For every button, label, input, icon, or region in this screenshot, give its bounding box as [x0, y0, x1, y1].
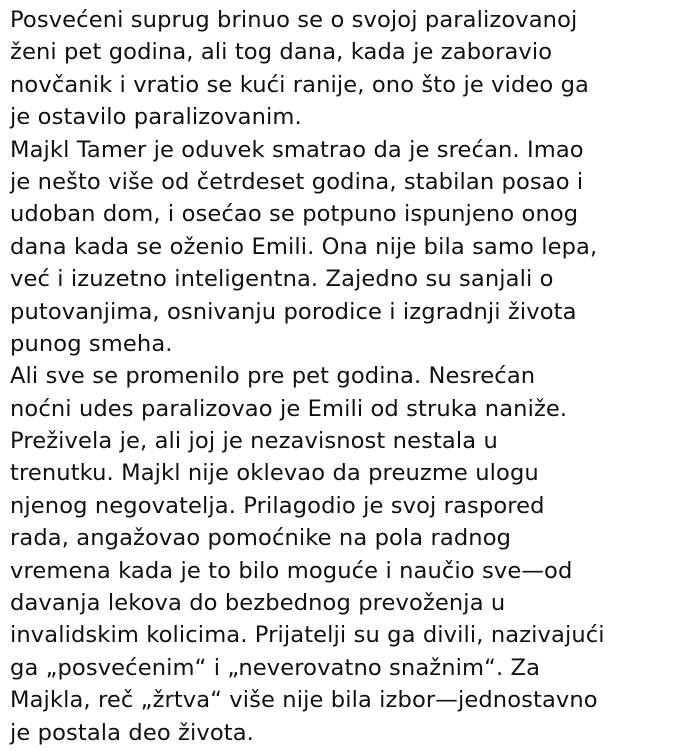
text-line: punog smeha. — [10, 330, 173, 357]
text-line: rada, angažovao pomoćnike na pola radnog — [10, 525, 512, 552]
text-line: putovanjima, osnivanju porodice i izgradnji života — [10, 298, 577, 325]
text-line: dana kada se oženio Emili. Ona nije bila samo lepa, — [10, 233, 598, 260]
post-text — [10, 4, 694, 749]
text-line: vremena kada je to bilo moguće i naučio sve—od — [10, 557, 573, 584]
text-line: njenog negovatelja. Prilagodio je svoj raspored — [10, 492, 545, 519]
text-line: invalidskim kolicima. Prijatelji su ga divili, nazivajući — [10, 622, 605, 649]
text-line: davanja lekova do bezbednog prevoženja u — [10, 590, 506, 617]
paragraph-1 — [10, 4, 694, 134]
paragraph-2 — [10, 134, 694, 361]
text-line: je postala deo života. — [10, 719, 254, 746]
text-line: je ostavilo paralizovanim. — [10, 104, 302, 131]
text-line: udoban dom, i osećao se potpuno ispunjeno onog — [10, 201, 579, 228]
text-line: ženi pet godina, ali tog dana, kada je zaboravio — [10, 39, 553, 66]
text-line: novčanik i vratio se kući ranije, ono što je video ga — [10, 71, 589, 98]
text-line: ga „posvećenim“ i „neverovatno snažnim“. Za — [10, 654, 541, 681]
text-line: je nešto više od četrdeset godina, stabilan posao i — [10, 168, 584, 195]
text-line: Posvećeni suprug brinuo se o svojoj paralizovanoj — [10, 7, 578, 33]
text-line: Preživela je, ali joj je nezavisnost nestala u — [10, 428, 498, 455]
text-line: trenutku. Majkl nije oklevao da preuzme ulogu — [10, 460, 539, 487]
text-line: Majkla, reč „žrtva“ više nije bila izbor—jednostavno — [10, 687, 598, 714]
text-line: već i izuzetno inteligentna. Zajedno su sanjali o — [10, 266, 554, 293]
text-line: Ali sve se promenilo pre pet godina. Nesrećan — [10, 363, 536, 390]
text-line: Majkl Tamer je oduvek smatrao da je srećan. Imao — [10, 136, 584, 163]
text-line: noćni udes paralizovao je Emili od struka naniže. — [10, 395, 568, 422]
paragraph-3 — [10, 360, 694, 749]
